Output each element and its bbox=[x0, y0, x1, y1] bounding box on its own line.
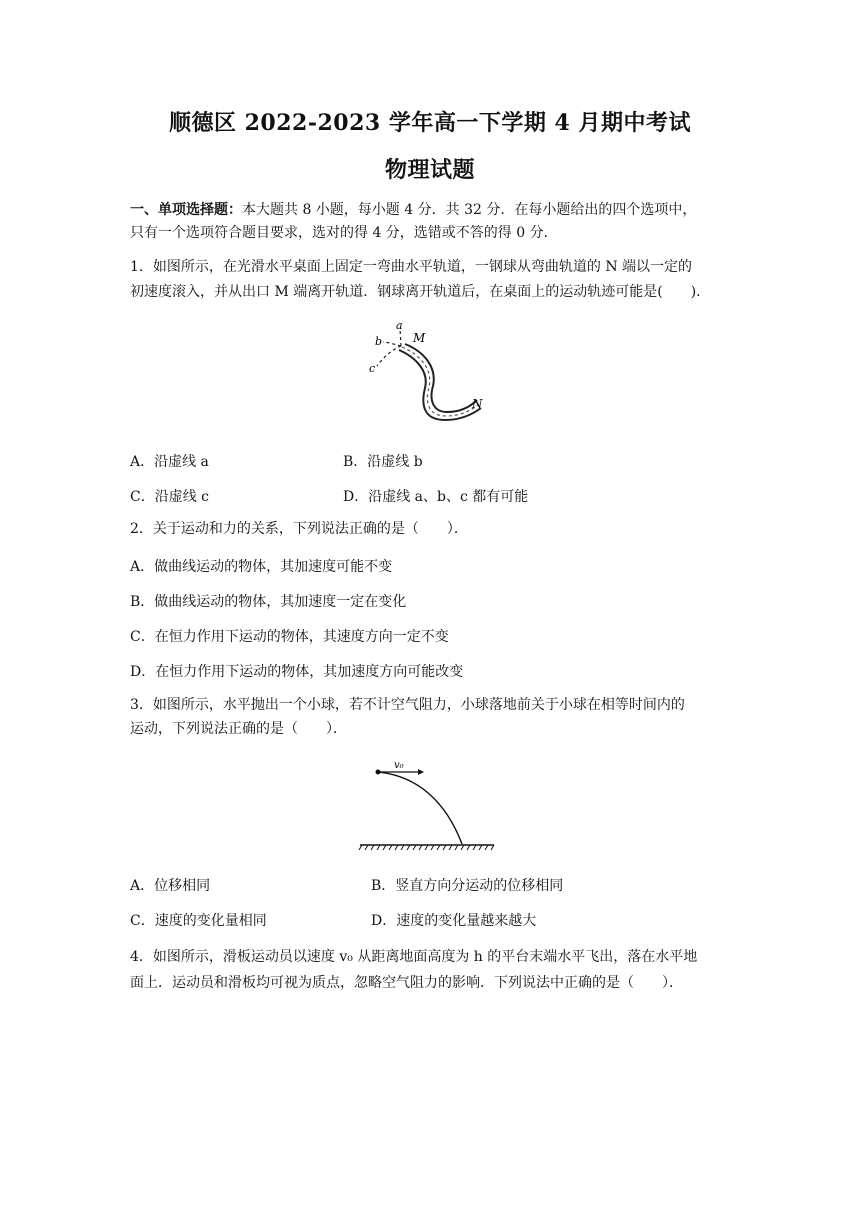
label-a: a bbox=[396, 320, 403, 332]
q3-option-a: A．位移相同 bbox=[130, 878, 211, 894]
q2-option-c: C．在恒力作用下运动的物体，其速度方向一定不变 bbox=[130, 629, 449, 645]
q2-stem: 2．关于运动和力的关系，下列说法正确的是（ ）． bbox=[130, 521, 468, 537]
section-heading: 一、单项选择题： bbox=[130, 202, 242, 218]
label-M: M bbox=[413, 331, 426, 345]
q2-option-a: A．做曲线运动的物体，其加速度可能不变 bbox=[130, 559, 393, 575]
label-v0: v₀ bbox=[394, 760, 404, 771]
q3-projectile-figure bbox=[358, 752, 498, 856]
q3-stem-line1: 3．如图所示，水平抛出一个小球，若不计空气阻力，小球落地前关于小球在相等时间内的 bbox=[130, 697, 685, 713]
section-intro-text: 本大题共 8 小题，每小题 4 分．共 32 分．在每小题给出的四个选项中， bbox=[242, 202, 697, 218]
label-N: N bbox=[472, 397, 483, 411]
q3-option-c: C．速度的变化量相同 bbox=[130, 913, 267, 929]
q3-stem-line2: 运动，下列说法正确的是（ ）． bbox=[130, 721, 347, 737]
q2-option-d: D．在恒力作用下运动的物体，其加速度方向可能改变 bbox=[130, 664, 464, 680]
q1-option-d: D．沿虚线 a、b、c 都有可能 bbox=[343, 489, 529, 505]
exam-title: 顺德区 2022-2023 学年高一下学期 4 月期中考试 bbox=[168, 110, 692, 136]
q1-track-figure bbox=[365, 320, 495, 435]
q1-option-b: B．沿虚线 b bbox=[343, 454, 423, 470]
q1-option-a: A．沿虚线 a bbox=[130, 454, 209, 470]
q3-option-d: D．速度的变化量越来越大 bbox=[371, 913, 537, 929]
label-b: b bbox=[375, 335, 383, 348]
exam-subtitle: 物理试题 bbox=[384, 157, 475, 183]
q4-stem-line2: 面上．运动员和滑板均可视为质点，忽略空气阻力的影响．下列说法中正确的是（ ）． bbox=[130, 975, 683, 991]
q2-option-b: B．做曲线运动的物体，其加速度一定在变化 bbox=[130, 594, 407, 610]
q1-stem-line1: 1．如图所示，在光滑水平桌面上固定一弯曲水平轨道，一钢球从弯曲轨道的 N 端以一定的 bbox=[130, 259, 693, 275]
q1-option-c: C．沿虚线 c bbox=[130, 489, 210, 505]
q3-option-b: B．竖直方向分运动的位移相同 bbox=[371, 878, 564, 894]
label-c: c bbox=[369, 362, 376, 375]
q1-stem-line2: 初速度滚入，并从出口 M 端离开轨道．钢球离开轨道后，在桌面上的运动轨迹可能是( )． bbox=[130, 284, 711, 300]
q4-stem-line1: 4．如图所示，滑板运动员以速度 v₀ 从距离地面高度为 h 的平台末端水平飞出，落在水平地 bbox=[130, 949, 698, 965]
section-intro-line2: 只有一个选项符合题目要求，选对的得 4 分，选错或不答的得 0 分． bbox=[130, 225, 558, 241]
section-intro-line1 bbox=[130, 199, 730, 221]
